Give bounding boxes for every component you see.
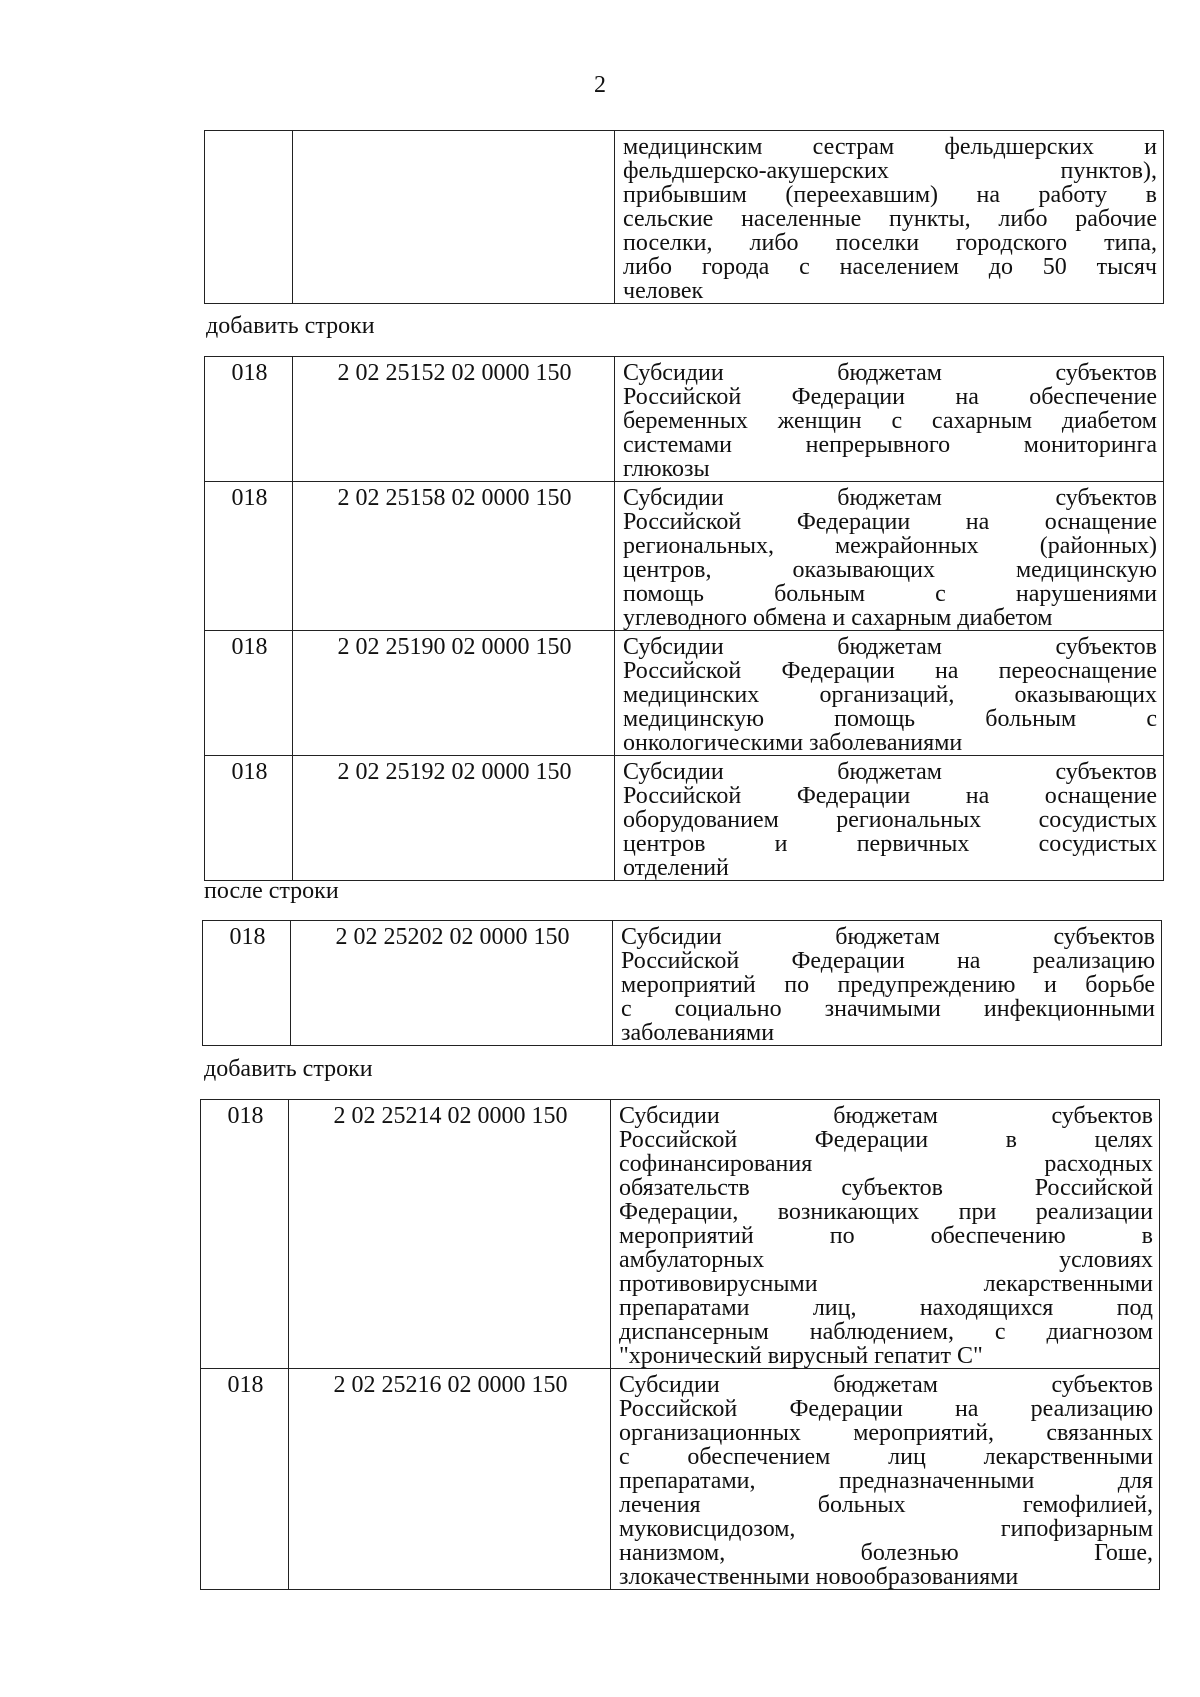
label-add-rows-2: добавить строки [204, 1056, 373, 1082]
description-line: амбулаторных условиях [619, 1247, 1153, 1273]
admin-code-cell: 018 [205, 631, 293, 756]
description-cell [611, 1100, 1160, 1369]
description-line: Субсидии бюджетам субъектов [623, 759, 1157, 785]
description-line: заболеваниями [621, 1020, 775, 1046]
page-number: 2 [594, 72, 606, 98]
table-add-rows-2 [200, 1099, 1160, 1590]
description-line: углеводного обмена и сахарным диабетом [623, 605, 1053, 631]
description-line: медицинским сестрам фельдшерских и [623, 134, 1157, 160]
admin-code-cell: 018 [205, 482, 293, 631]
description-line: либо города с населением до 50 тысяч [623, 254, 1157, 280]
budget-code-cell: 2 02 25216 02 0000 150 [289, 1369, 611, 1590]
description-line: Российской Федерации на оснащение [623, 783, 1157, 809]
description-line: диспансерным наблюдением, с диагнозом [619, 1319, 1153, 1345]
description-cell [615, 357, 1164, 482]
description-line: с обеспечением лиц лекарственными [619, 1444, 1153, 1470]
description-line: Российской Федерации на реализацию [619, 1396, 1153, 1422]
table-row [201, 1369, 1160, 1590]
admin-code-cell: 018 [201, 1100, 289, 1369]
description-line: Российской Федерации на реализацию [621, 948, 1155, 974]
budget-code-cell: 2 02 25202 02 0000 150 [291, 921, 613, 1046]
admin-code-cell: 018 [205, 357, 293, 482]
description-line: поселки, либо поселки городского типа, [623, 230, 1157, 256]
budget-code-cell: 2 02 25158 02 0000 150 [293, 482, 615, 631]
description-line: организационных мероприятий, связанных [619, 1420, 1153, 1446]
label-after-row: после строки [204, 878, 339, 904]
description-cell [615, 756, 1164, 881]
admin-code-cell: 018 [203, 921, 291, 1046]
table-row [205, 631, 1164, 756]
description-line: помощь больным с нарушениями [623, 581, 1157, 607]
description-line: муковисцидозом, гипофизарным [619, 1516, 1153, 1542]
description-line: прибывшим (переехавшим) на работу в [623, 182, 1157, 208]
label-add-rows-1: добавить строки [206, 313, 375, 339]
budget-code-cell [293, 131, 615, 304]
budget-code-cell: 2 02 25152 02 0000 150 [293, 357, 615, 482]
description-line: медицинскую помощь больным с [623, 706, 1157, 732]
admin-code-cell [205, 131, 293, 304]
description-line: медицинских организаций, оказывающих [623, 682, 1157, 708]
admin-code-cell: 018 [205, 756, 293, 881]
budget-code-cell: 2 02 25192 02 0000 150 [293, 756, 615, 881]
description-line: онкологическими заболеваниями [623, 730, 963, 756]
description-line: человек [623, 278, 704, 304]
description-line: с социально значимыми инфекционными [621, 996, 1155, 1022]
description-line: фельдшерско-акушерских пунктов), [623, 158, 1157, 184]
description-cell [613, 921, 1162, 1046]
description-line: Субсидии бюджетам субъектов [623, 634, 1157, 660]
description-line: препаратами лиц, находящихся под [619, 1295, 1153, 1321]
table-row [205, 482, 1164, 631]
description-line: Субсидии бюджетам субъектов [623, 485, 1157, 511]
description-line: софинансирования расходных [619, 1151, 1153, 1177]
budget-code-cell: 2 02 25190 02 0000 150 [293, 631, 615, 756]
description-line: отделений [623, 855, 729, 881]
description-line: беременных женщин с сахарным диабетом [623, 408, 1157, 434]
table-row [201, 1100, 1160, 1369]
description-line: оборудованием региональных сосудистых [623, 807, 1157, 833]
description-line: Российской Федерации на обеспечение [623, 384, 1157, 410]
description-line: Российской Федерации на оснащение [623, 509, 1157, 535]
description-line: мероприятий по обеспечению в [619, 1223, 1153, 1249]
description-line: обязательств субъектов Российской [619, 1175, 1153, 1201]
description-line: Субсидии бюджетам субъектов [619, 1103, 1153, 1129]
description-line: системами непрерывного мониторинга [623, 432, 1157, 458]
budget-code-cell: 2 02 25214 02 0000 150 [289, 1100, 611, 1369]
table-after-row [202, 920, 1162, 1046]
description-line: центров и первичных сосудистых [623, 831, 1157, 857]
description-cell [611, 1369, 1160, 1590]
description-line: нанизмом, болезнью Гоше, [619, 1540, 1153, 1566]
description-line: Субсидии бюджетам субъектов [619, 1372, 1153, 1398]
description-line: региональных, межрайонных (районных) [623, 533, 1157, 559]
table-row [203, 921, 1162, 1046]
description-line: противовирусными лекарственными [619, 1271, 1153, 1297]
table-add-rows-1 [204, 356, 1164, 881]
table-row [205, 756, 1164, 881]
admin-code-cell: 018 [201, 1369, 289, 1590]
description-cell [615, 131, 1164, 304]
description-line: "хронический вирусный гепатит С" [619, 1343, 983, 1369]
table-row [205, 131, 1164, 304]
description-line: Федерации, возникающих при реализации [619, 1199, 1153, 1225]
description-line: Российской Федерации на переоснащение [623, 658, 1157, 684]
description-line: сельские населенные пункты, либо рабочие [623, 206, 1157, 232]
description-line: Российской Федерации в целях [619, 1127, 1153, 1153]
description-line: злокачественными новообразованиями [619, 1564, 1019, 1590]
description-line: глюкозы [623, 456, 710, 482]
description-line: центров, оказывающих медицинскую [623, 557, 1157, 583]
description-line: Субсидии бюджетам субъектов [621, 924, 1155, 950]
description-line: Субсидии бюджетам субъектов [623, 360, 1157, 386]
description-line: мероприятий по предупреждению и борьбе [621, 972, 1155, 998]
table-row [205, 357, 1164, 482]
description-cell [615, 631, 1164, 756]
table-top [204, 130, 1164, 304]
description-cell [615, 482, 1164, 631]
description-line: лечения больных гемофилией, [619, 1492, 1153, 1518]
description-line: препаратами, предназначенными для [619, 1468, 1153, 1494]
